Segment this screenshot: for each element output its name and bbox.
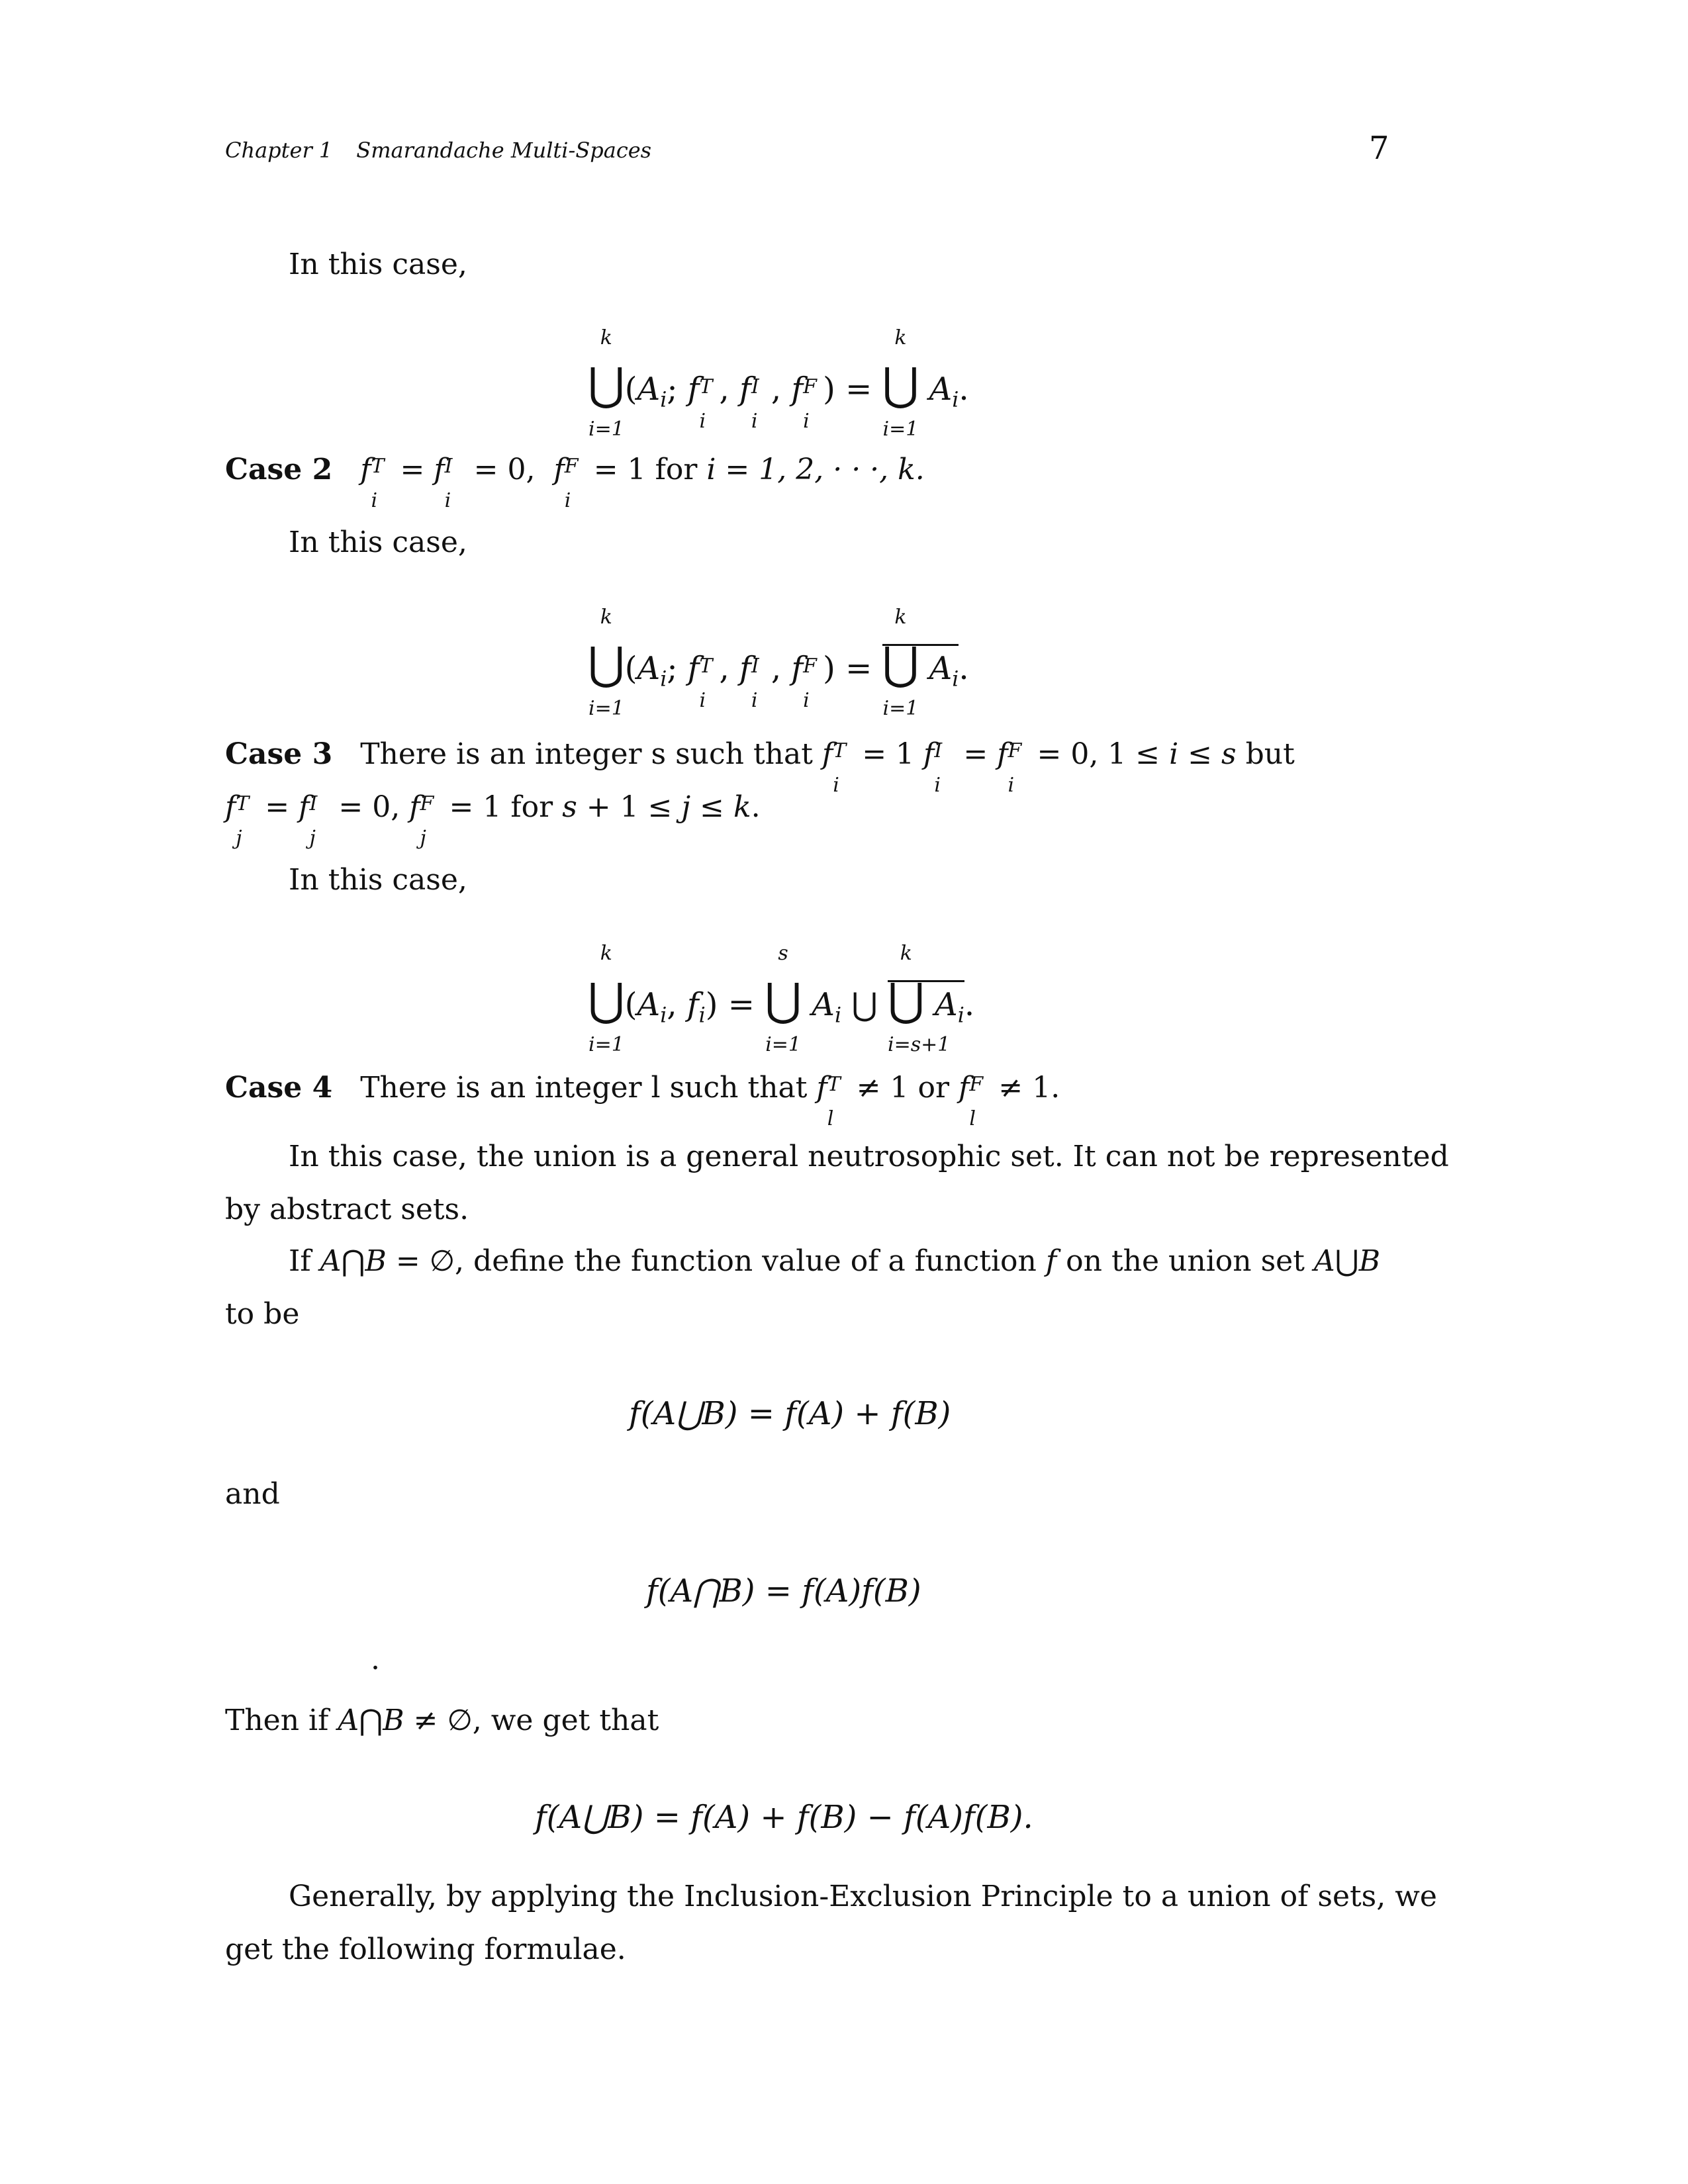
page-number: 7 — [1369, 130, 1389, 167]
case-3-label: Case 3 — [225, 737, 333, 771]
complement-overline: k ⋃ i=1 $A_i$ — [882, 606, 959, 720]
paragraph-then-if: Then if A⋂B ≠ ∅, we get that — [225, 1704, 659, 1737]
big-union-symbol: k ⋃ i=s+1 — [887, 942, 951, 1056]
complement-overline: k ⋃ i=s+1 $A_i$ — [887, 942, 964, 1056]
big-union-symbol: k ⋃ i=1 — [588, 326, 625, 441]
paragraph-in-this-case-1: In this case, — [289, 248, 467, 281]
case-4-line: Case 4 There is an integer l such that f T l ≠ 1 or f F l ≠ 1. — [225, 1071, 1060, 1130]
big-union-symbol: k ⋃ i=1 — [588, 606, 625, 720]
equation-union-case-2: k ⋃ i=1 ($A_i$; f T i , f I i , f F i ) = k ⋃ i=1 $A_i$. — [588, 606, 969, 720]
big-union-symbol: k ⋃ i=1 — [882, 606, 919, 720]
big-union-symbol: k ⋃ i=1 — [588, 942, 625, 1056]
equation-f-sum: f(A⋃B) = f(A) + f(B) — [629, 1395, 951, 1432]
running-head — [225, 138, 651, 163]
paragraph-if-line-2: to be — [225, 1297, 300, 1331]
equation-f-product: f(A⋂B) = f(A)f(B) — [646, 1572, 921, 1610]
big-union-symbol: k ⋃ i=1 — [882, 326, 919, 441]
case-3-line-2: f T j = f I j = 0, f F j = 1 for s + 1 ≤ j ≤ k. — [225, 790, 761, 850]
case-2-label: Case 2 — [225, 453, 333, 486]
running-head-title: Smarandache Multi-Spaces — [356, 138, 652, 163]
paragraph-in-this-case-2: In this case, — [289, 525, 467, 559]
big-union-symbol: s ⋃ i=1 — [765, 942, 802, 1056]
paragraph-in-this-case-3: In this case, — [289, 863, 467, 897]
running-head-chapter: Chapter 1 — [225, 138, 333, 163]
case-2-line: Case 2 f T i = f I i = 0, f F i = 1 for i = 1, 2, · · ·, k. — [225, 453, 925, 512]
paragraph-general-line-2: by abstract sets. — [225, 1193, 469, 1226]
paragraph-generally-line-2: get the following formulae. — [225, 1933, 626, 1966]
paragraph-and: and — [225, 1477, 280, 1511]
paragraph-generally-line-1: Generally, by applying the Inclusion-Exclusion Principle to a union of sets, we — [289, 1880, 1437, 1913]
case-4-label: Case 4 — [225, 1071, 333, 1105]
equation-union-case-3: k ⋃ i=1 ($A_i$, $f_i$) = s ⋃ i=1 $A_i$ ⋃ k ⋃ i=s+1 $A_i$. — [588, 942, 975, 1056]
stray-dot: . — [371, 1643, 380, 1676]
equation-inclusion-exclusion: f(A⋃B) = f(A) + f(B) − f(A)f(B). — [535, 1799, 1033, 1836]
case-3-line-1: Case 3 There is an integer s such that f T i = 1 f I i = f F i = 0, 1 ≤ i ≤ s but — [225, 737, 1295, 797]
paragraph-general-line-1: In this case, the union is a general neutrosophic set. It can not be represented — [289, 1140, 1449, 1173]
paragraph-if-line-1: If A⋂B = ∅, define the function value of a function f on the union set A⋃B — [289, 1244, 1381, 1278]
equation-union-case-1: k ⋃ i=1 ($A_i$; f T i , f I i , f F i ) = k ⋃ i=1 $A_i$. — [588, 326, 969, 441]
